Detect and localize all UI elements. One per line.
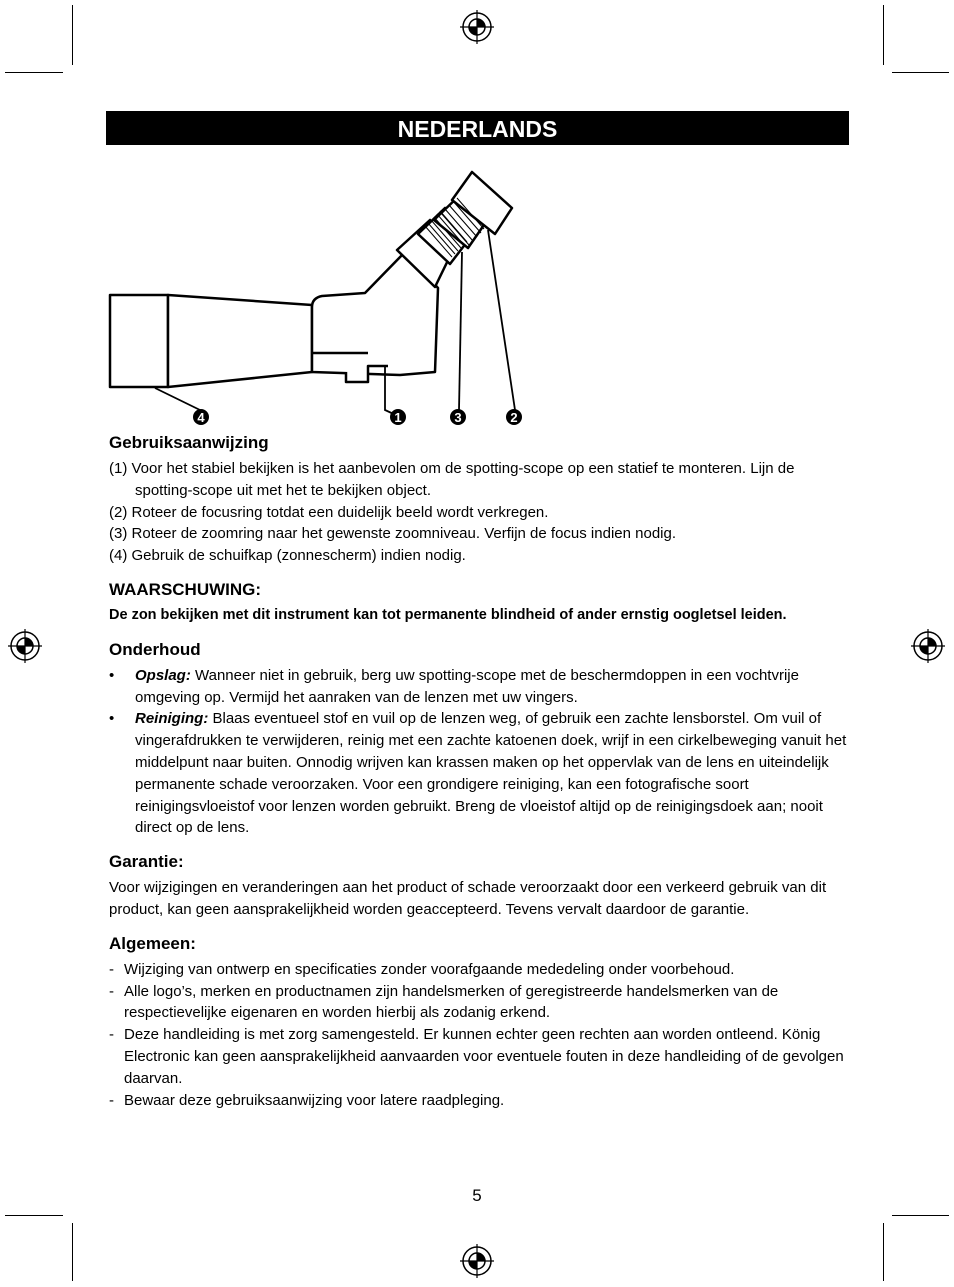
page-number: 5 bbox=[472, 1186, 482, 1205]
crop-mark bbox=[72, 5, 73, 65]
callout-3: 3 bbox=[454, 410, 462, 425]
callout-2: 2 bbox=[510, 410, 518, 425]
warranty-section bbox=[109, 851, 849, 921]
general-item-text: Alle logo’s, merken en productnamen zijn handelsmerken of geregistreerde handelsmerken van de respectievelijke eigenaren en worden hierbij als zodanig erkend. bbox=[124, 982, 779, 1022]
usage-section bbox=[109, 432, 849, 567]
dash-marker: - bbox=[109, 1091, 114, 1109]
bullet-icon: • bbox=[109, 710, 115, 728]
spotting-scope-illustration bbox=[100, 160, 540, 430]
general-section bbox=[109, 933, 849, 1112]
crop-mark bbox=[892, 72, 949, 73]
storage-text: Wanneer niet in gebruik, berg uw spotting-scope met de beschermdoppen in een vochtvrije omgeving op. Vermijd het aanraken van de lenzen met uw vingers. bbox=[135, 666, 799, 706]
registration-mark-icon bbox=[8, 629, 42, 663]
usage-step: (4) Gebruik de schuifkap (zonnescherm) indien nodig. bbox=[109, 547, 466, 565]
crop-mark bbox=[5, 72, 63, 73]
dash-marker: - bbox=[109, 960, 114, 978]
language-banner: NEDERLANDS bbox=[106, 111, 849, 145]
cleaning-label: Reiniging: bbox=[135, 710, 209, 728]
list-item bbox=[109, 1090, 849, 1112]
usage-step: (1) Voor het stabiel bekijken is het aanbevolen om de spotting-scope op een statief te monteren. Lijn de spotting-scope uit met het te bekijken object. bbox=[109, 460, 795, 499]
maintenance-section bbox=[109, 639, 849, 839]
warning-heading: WAARSCHUWING: bbox=[109, 579, 262, 599]
usage-heading: Gebruiksaanwijzing bbox=[109, 433, 269, 452]
storage-label: Opslag: bbox=[135, 666, 191, 684]
maintenance-heading: Onderhoud bbox=[109, 639, 201, 659]
usage-step: (3) Roteer de zoomring naar het gewenste zoomniveau. Verfijn de focus indien nodig. bbox=[109, 525, 677, 543]
list-item bbox=[109, 981, 849, 1025]
general-item-text: Wijziging van ontwerp en specificaties zonder voorafgaande mededeling onder voorbehoud. bbox=[124, 960, 735, 978]
general-item-text: Bewaar deze gebruiksaanwijzing voor latere raadpleging. bbox=[124, 1091, 505, 1109]
manual-content bbox=[109, 432, 849, 1123]
crop-mark bbox=[72, 1223, 73, 1281]
callout-1: 1 bbox=[394, 410, 402, 425]
dash-marker: - bbox=[109, 1026, 114, 1044]
callout-4: 4 bbox=[197, 410, 205, 425]
warranty-text: Voor wijzigingen en veranderingen aan het product of schade veroorzaakt door een verkeerd gebruik van dit product, kan geen aansprakelijkheid worden geaccepteerd. Tevens vervalt daardoor de garantie. bbox=[109, 879, 827, 918]
list-item bbox=[109, 708, 849, 839]
general-heading: Algemeen: bbox=[109, 933, 196, 953]
crop-mark bbox=[883, 1223, 884, 1281]
registration-mark-icon bbox=[460, 1244, 494, 1278]
bullet-icon: • bbox=[109, 666, 115, 684]
warning-text: De zon bekijken met dit instrument kan tot permanente blindheid of ander ernstig oogletsel leiden. bbox=[109, 606, 787, 623]
registration-mark-icon bbox=[911, 629, 945, 663]
crop-mark bbox=[5, 1215, 63, 1216]
warranty-heading: Garantie: bbox=[109, 852, 184, 872]
general-item-text: Deze handleiding is met zorg samengesteld. Er kunnen echter geen rechten aan worden ontleend. König Electronic kan geen aansprakelijkheid aanvaarden voor eventuele fouten in deze handleiding of de gevolgen daarvan. bbox=[124, 1026, 844, 1087]
registration-mark-icon bbox=[460, 10, 494, 44]
crop-mark bbox=[892, 1215, 949, 1216]
list-item bbox=[109, 665, 849, 709]
list-item bbox=[109, 959, 849, 981]
dash-marker: - bbox=[109, 982, 114, 1000]
crop-mark bbox=[883, 5, 884, 65]
list-item bbox=[109, 1024, 849, 1089]
warning-section bbox=[109, 579, 849, 627]
usage-step: (2) Roteer de focusring totdat een duidelijk beeld wordt verkregen. bbox=[109, 503, 549, 521]
cleaning-text: Blaas eventueel stof en vuil op de lenzen weg, of gebruik een zachte lensborstel. Om vuil of vingerafdrukken te verwijderen, reinig met een zachte katoenen doek, wrijf in een cirkelbeweging vanuit het middelpunt naar buiten. Onnodig wrijven kan krassen maken op het oppervlak van de lens en uiteindelijk permanente schade veroorzaken. Voor een grondigere reiniging, kan een fotografische soort reinigingsvloeistof voor lenzen worden gebruikt. Breng de vloeistof altijd op de reinigingsdoek aan; nooit direct op de lens. bbox=[135, 710, 847, 837]
